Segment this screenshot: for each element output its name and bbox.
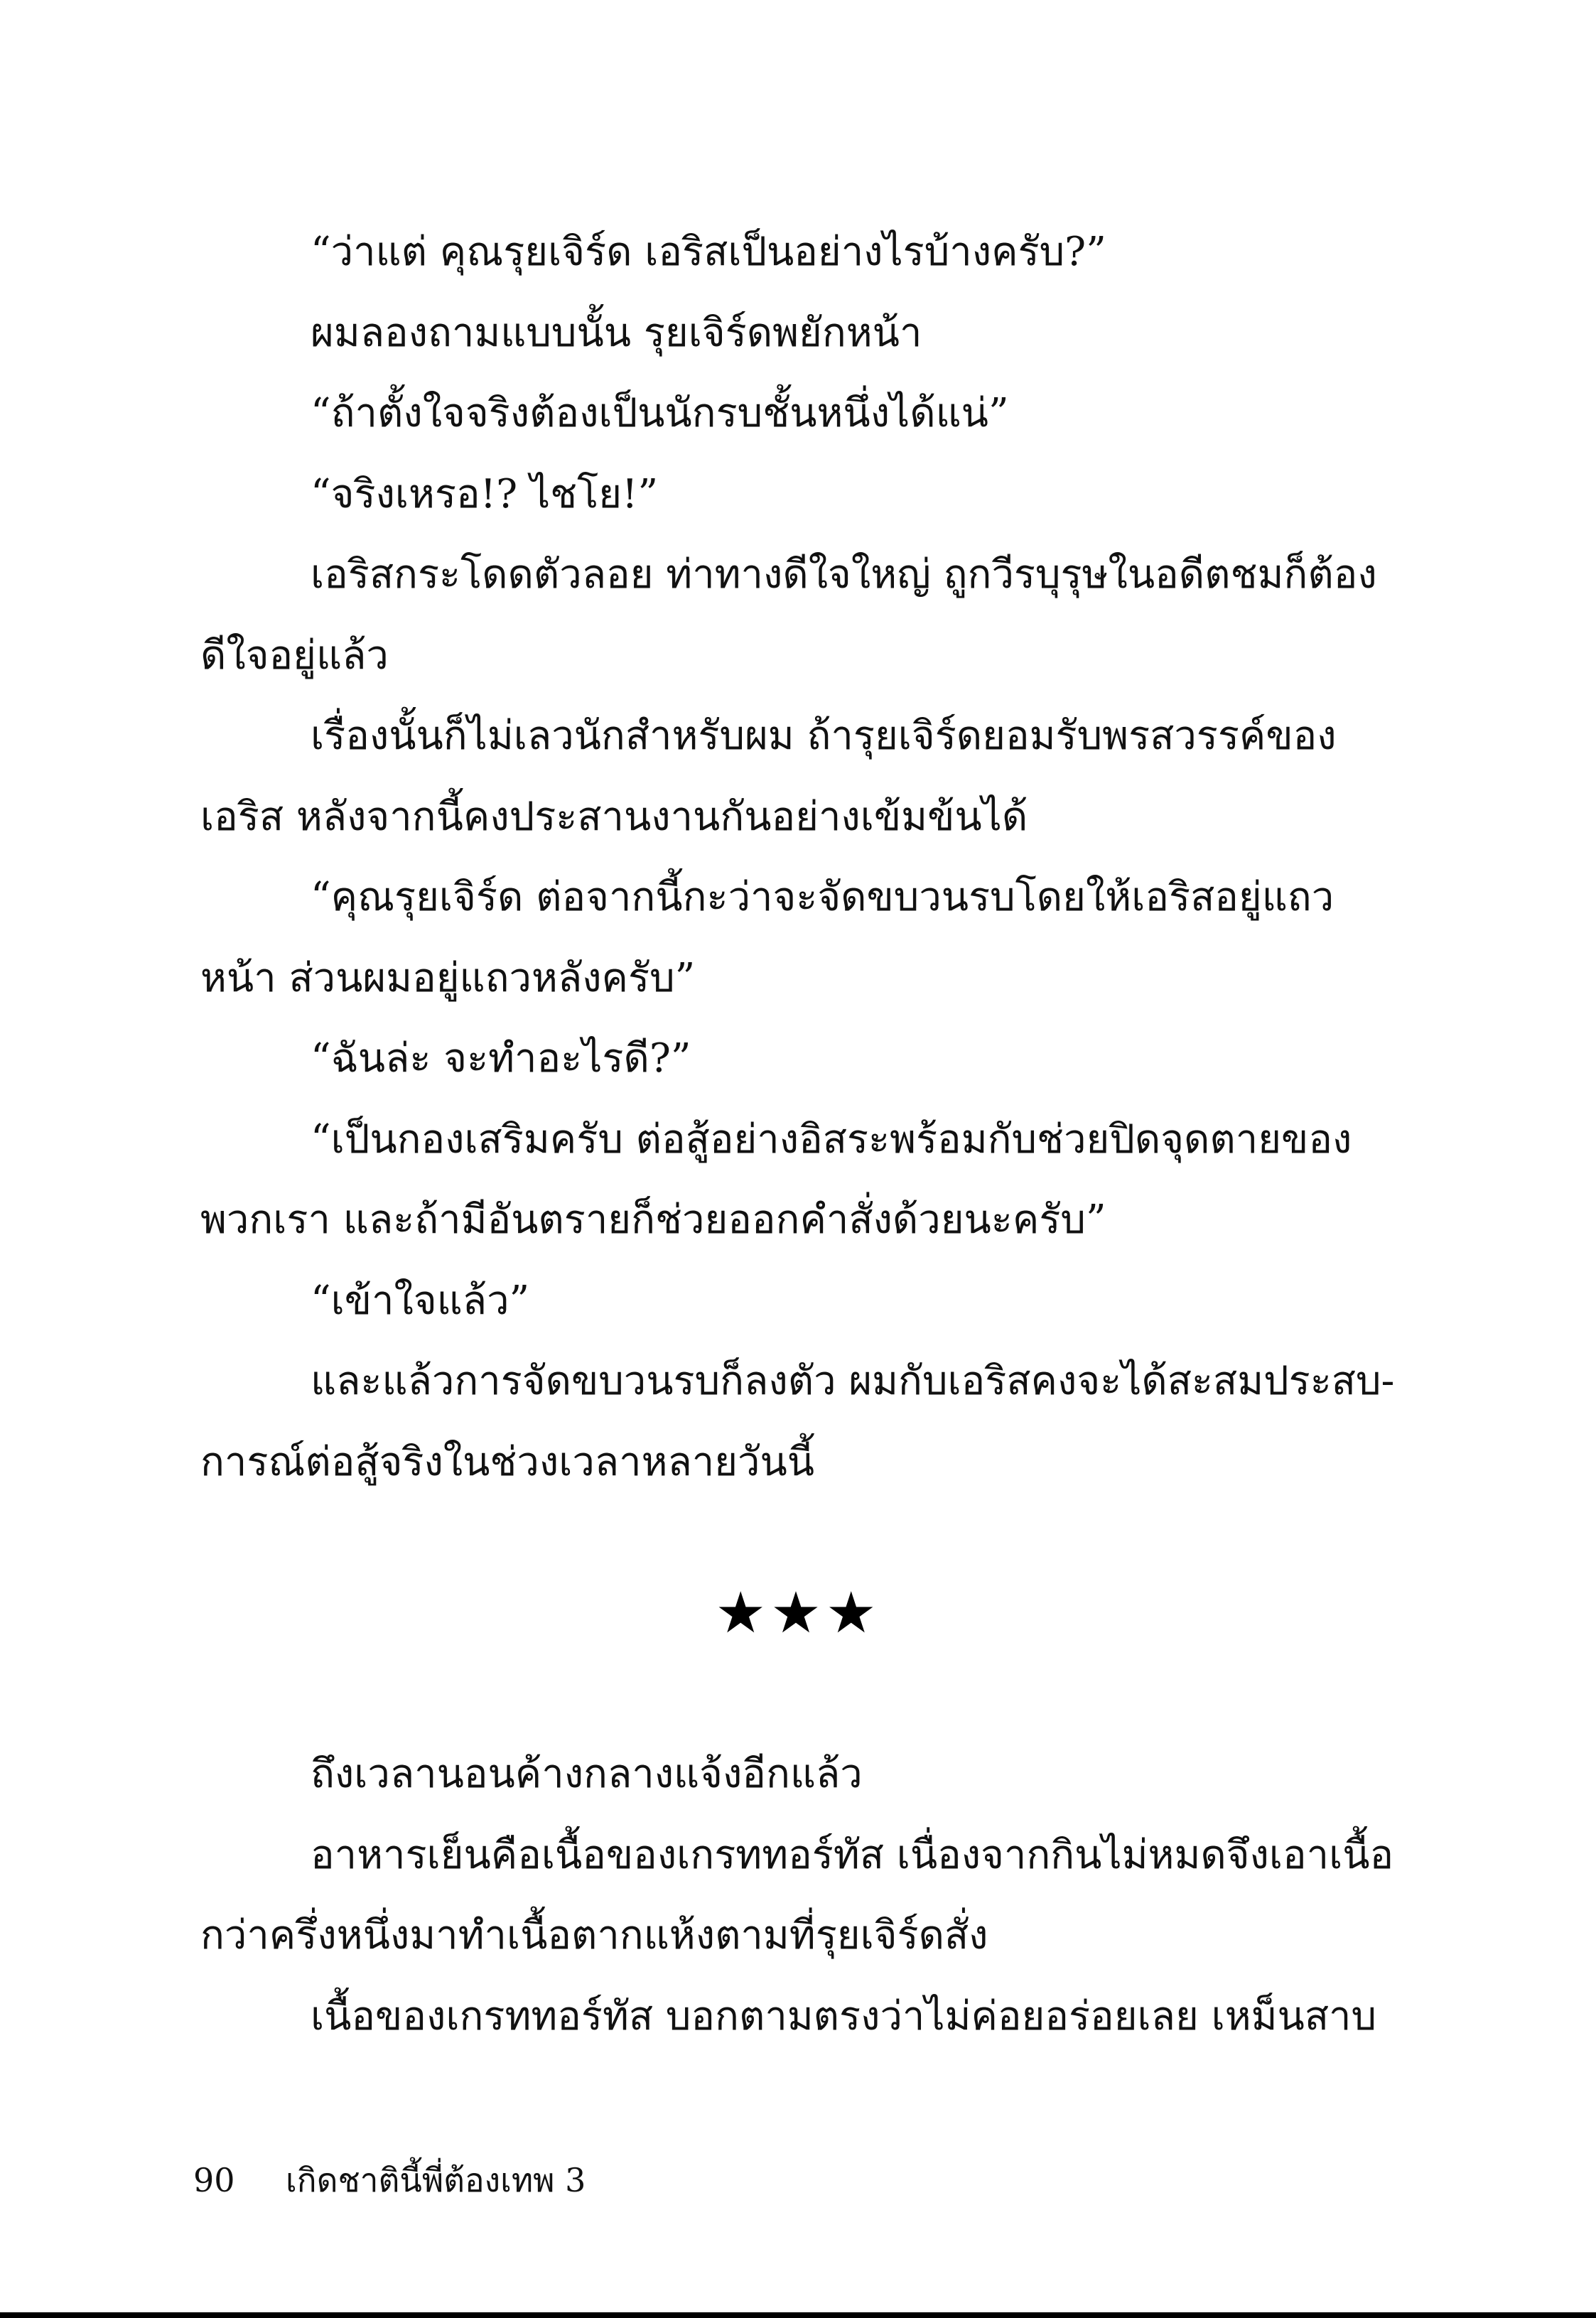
text-line: กว่าครึ่งหนึ่งมาทำเนื้อตากแห้งตามที่รุยเจิร์ดสั่ง xyxy=(200,1912,988,1958)
text-line: หน้า ส่วนผมอยู่แถวหลังครับ” xyxy=(200,954,696,1001)
text-line: พวกเรา และถ้ามีอันตรายก็ช่วยออกคำสั่งด้วยนะครับ” xyxy=(200,1197,1106,1243)
text-line: อาหารเย็นคือเนื้อของเกรททอร์ทัส เนื่องจากกินไม่หมดจึงเอาเนื้อ xyxy=(311,1831,1394,1878)
text-line: ผมลองถามแบบนั้น รุยเจิร์ดพยักหน้า xyxy=(311,309,922,356)
text-line: เอริสกระโดดตัวลอย ท่าทางดีใจใหญ่ ถูกวีรบุรุษในอดีตชมก็ต้อง xyxy=(311,551,1377,598)
section-break-stars: ★★★ xyxy=(715,1580,881,1646)
body-text-section-2 xyxy=(200,1734,1394,2056)
text-line: “ว่าแต่ คุณรุยเจิร์ด เอริสเป็นอย่างไรบ้างครับ?” xyxy=(311,229,1106,275)
text-line: “เข้าใจแล้ว” xyxy=(311,1277,530,1324)
text-line: เอริส หลังจากนี้คงประสานงานกันอย่างเข้มข้นได้ xyxy=(200,793,1028,840)
text-line: “ถ้าตั้งใจจริงต้องเป็นนักรบชั้นหนึ่งได้แน่” xyxy=(311,390,1009,436)
bottom-edge-rule xyxy=(0,2312,1596,2318)
text-line: เรื่องนั้นก็ไม่เลวนักสำหรับผม ถ้ารุยเจิร์ดยอมรับพรสวรรค์ของ xyxy=(311,713,1337,759)
text-line: ถึงเวลานอนค้างกลางแจ้งอีกแล้ว xyxy=(311,1751,863,1797)
body-text-section-1 xyxy=(200,212,1395,1502)
text-line: และแล้วการจัดขบวนรบก็ลงตัว ผมกับเอริสคงจะได้สะสมประสบ- xyxy=(311,1358,1395,1404)
text-line: การณ์ต่อสู้จริงในช่วงเวลาหลายวันนี้ xyxy=(200,1438,815,1485)
text-line: “เป็นกองเสริมครับ ต่อสู้อย่างอิสระพร้อมกับช่วยปิดจุดตายของ xyxy=(311,1116,1352,1163)
text-line: “จริงเหรอ!? ไชโย!” xyxy=(311,470,659,517)
text-line: “ฉันล่ะ จะทำอะไรดี?” xyxy=(311,1035,691,1082)
text-line: เนื้อของเกรททอร์ทัส บอกตามตรงว่าไม่ค่อยอร่อยเลย เหม็นสาบ xyxy=(311,1993,1376,2039)
page-footer xyxy=(193,2152,586,2209)
page-number: 90 xyxy=(193,2161,235,2199)
text-line: ดีใจอยู่แล้ว xyxy=(200,632,389,679)
running-title: เกิดชาตินี้พี่ต้องเทพ 3 xyxy=(286,2161,586,2199)
text-line: “คุณรุยเจิร์ด ต่อจากนี้กะว่าจะจัดขบวนรบโดยให้เอริสอยู่แถว xyxy=(311,874,1335,920)
